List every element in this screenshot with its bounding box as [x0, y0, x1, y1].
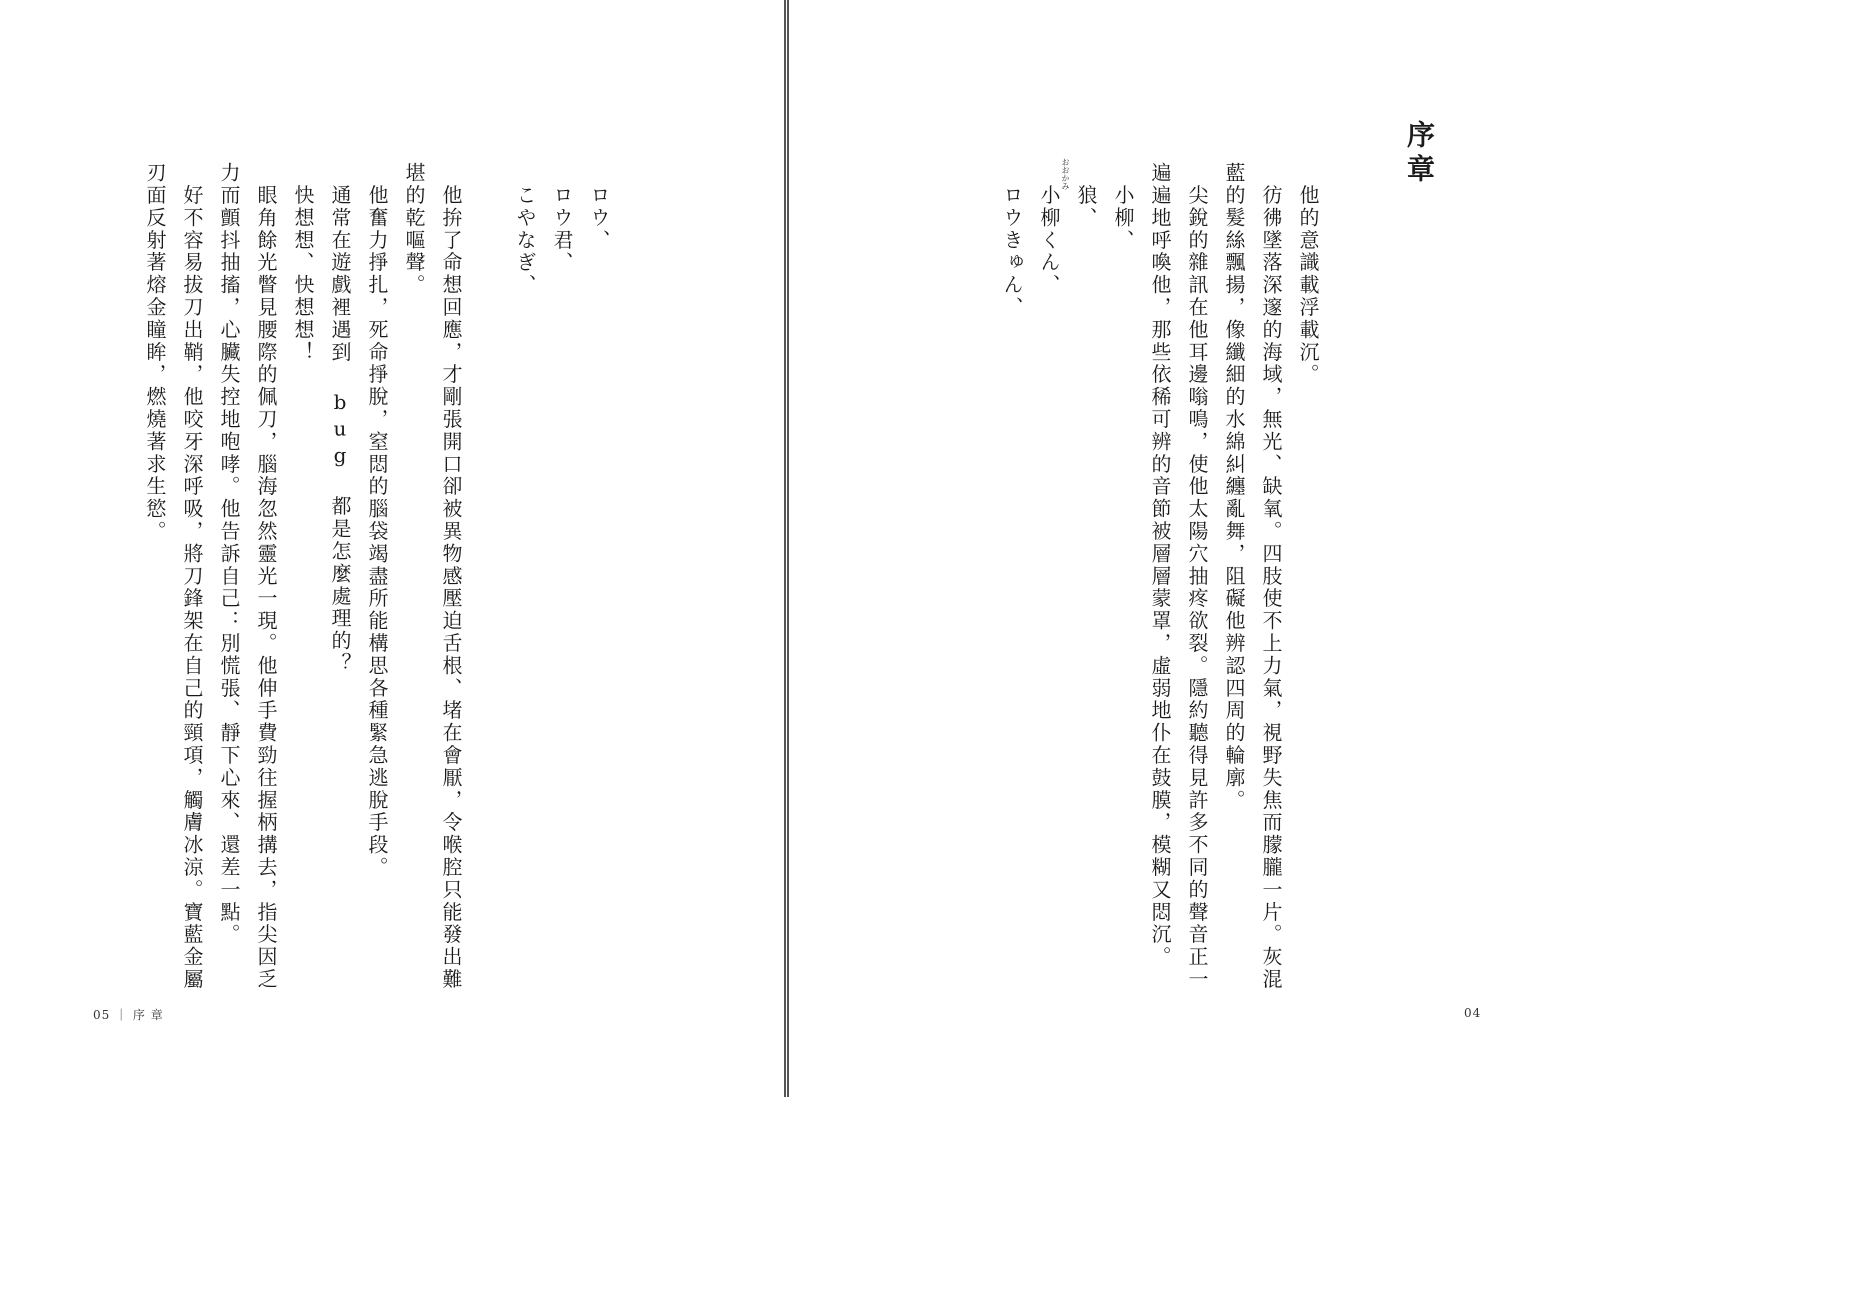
text-column: ロウきゅん、 — [1000, 162, 1024, 319]
chapter-title: 序章 — [1403, 120, 1436, 188]
text-column: 他拚了命想回應，才剛張開口卻被異物感壓迫舌根、堵在會厭，令喉腔只能發出難 — [439, 162, 463, 991]
text-column: 刃面反射著熔金瞳眸，燃燒著求生慾。 — [143, 162, 167, 543]
right-folio: 04 — [1464, 1006, 1482, 1020]
text-column: 他的意識載浮載沉。 — [1296, 162, 1320, 386]
text-column: 力而顫抖抽搐，心臟失控地咆哮。他告訴自己：別慌張、靜下心來、還差一點。 — [217, 162, 241, 946]
text-column: 尖銳的雜訊在他耳邊嗡鳴，使他太陽穴抽疼欲裂。隱約聽得見許多不同的聲音正一 — [1185, 162, 1209, 991]
text-column: 快想想、快想想！ — [291, 162, 315, 364]
text-column: 通常在遊戲裡遇到 bug 都是怎麼處理的？ — [328, 162, 352, 675]
text-column: 好不容易拔刀出鞘，他咬牙深呼吸，將刀鋒架在自己的頸項，觸膚冰涼。寶藍金屬 — [180, 162, 204, 991]
text-column: 彷彿墜落深邃的海域，無光、缺氧。四肢使不上力氣，視野失焦而朦朧一片。灰混 — [1259, 162, 1283, 991]
text-column: こやなぎ、 — [513, 162, 537, 297]
ruby-annotation: おおかみ — [1061, 158, 1070, 190]
text-column: 他奮力掙扎，死命掙脫，窒悶的腦袋竭盡所能構思各種緊急逃脫手段。 — [365, 162, 389, 879]
right-page — [789, 0, 1556, 1097]
text-column: 藍的髮絲飄揚，像纖細的水綿糾纏亂舞，阻礙他辨認四周的輪廓。 — [1222, 162, 1246, 812]
text-column: 小柳くん、 — [1037, 162, 1061, 297]
text-column: 眼角餘光瞥見腰際的佩刀，腦海忽然靈光一現。他伸手費勁往握柄搆去，指尖因乏 — [254, 162, 278, 991]
text-column: 狼、 — [1074, 162, 1098, 230]
text-column: ロウ、 — [587, 162, 611, 252]
text-column: 遍遍地呼喚他，那些依稀可辨的音節被層層蒙罩，虛弱地仆在鼓膜，模糊又悶沉。 — [1148, 162, 1172, 969]
text-column: 小柳、 — [1111, 162, 1135, 252]
left-folio: 05 ｜ 序 章 — [93, 1008, 164, 1022]
left-page — [0, 0, 784, 1097]
text-column: 堪的乾嘔聲。 — [402, 162, 426, 297]
text-column: ロウ君、 — [550, 162, 574, 274]
